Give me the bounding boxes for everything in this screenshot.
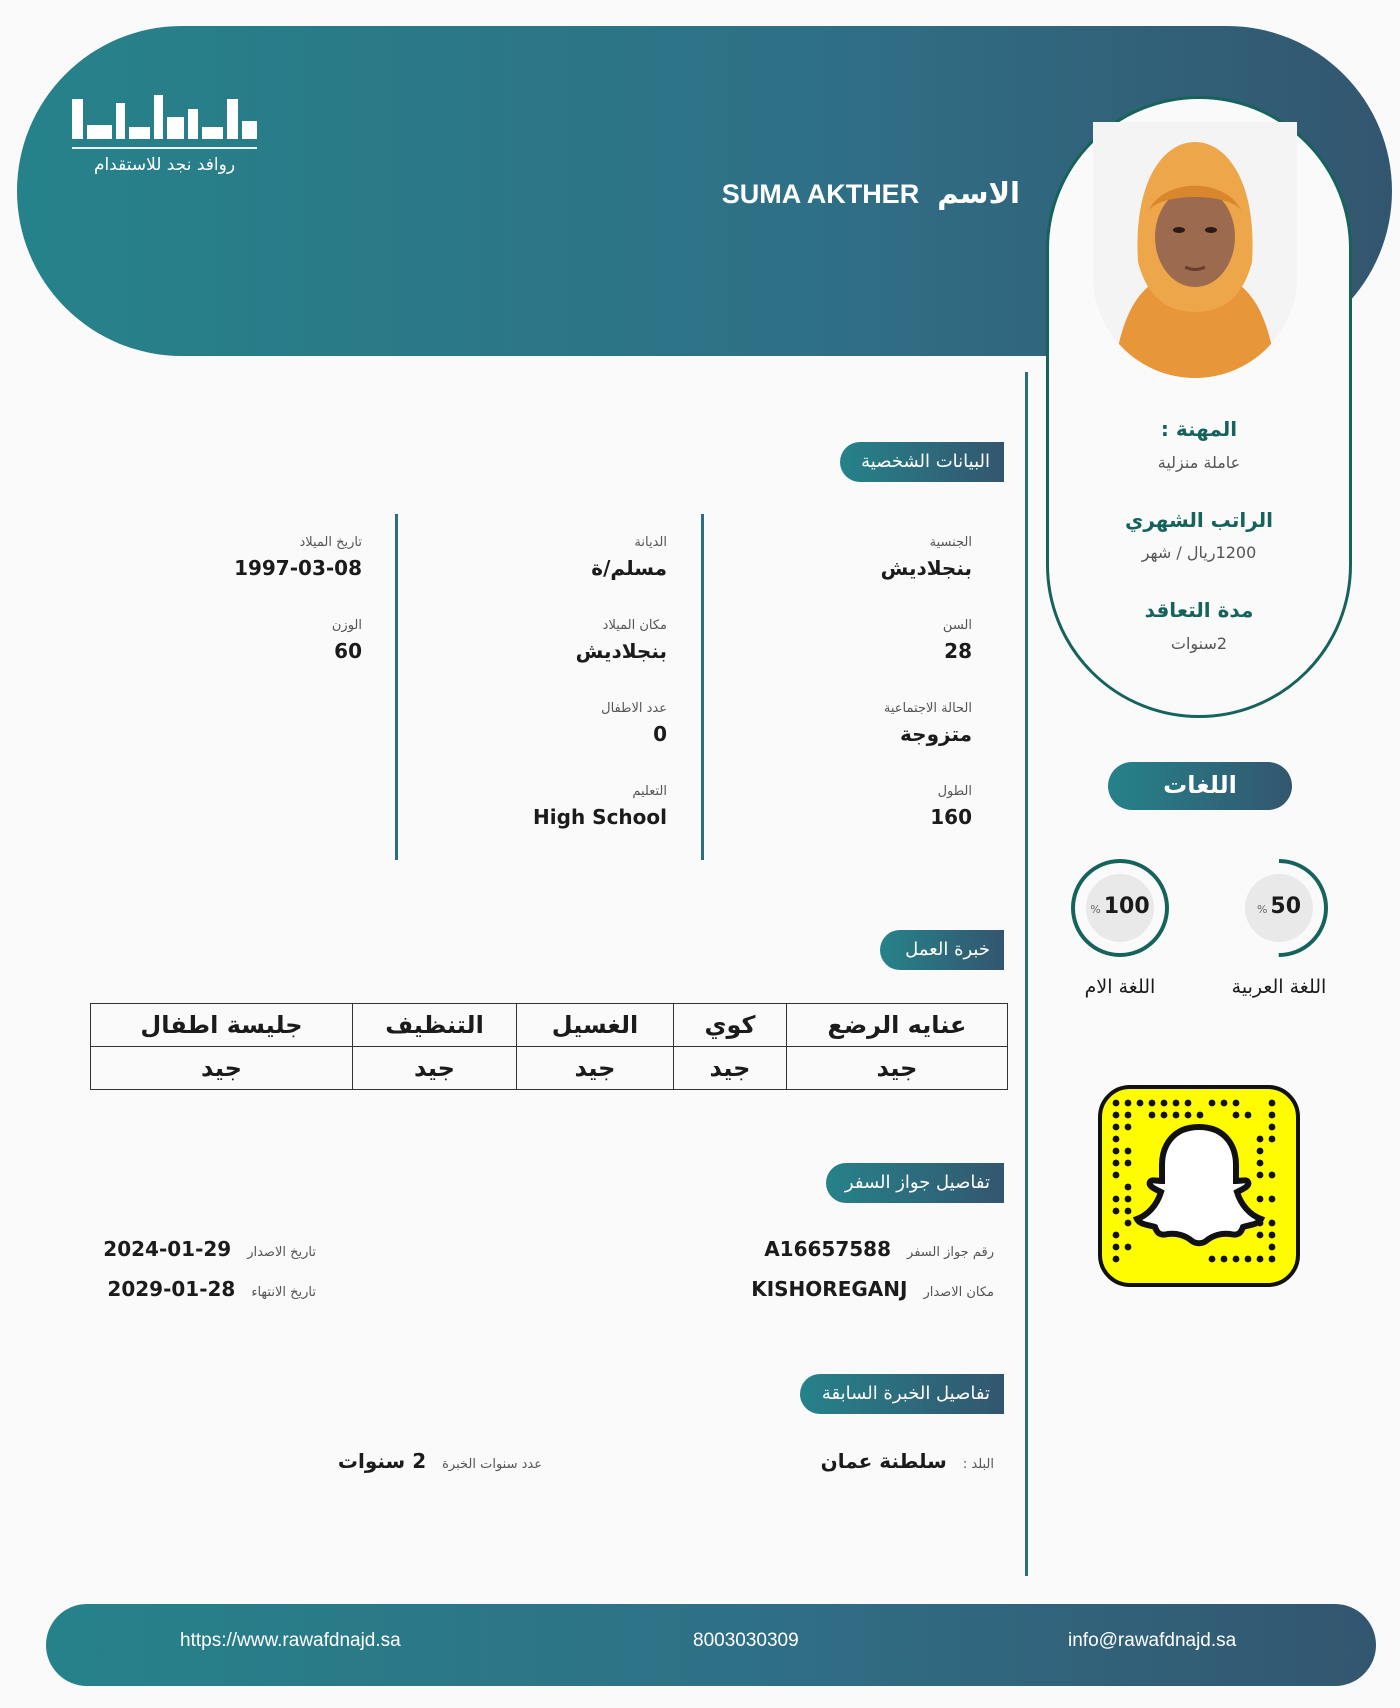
field-weight: الوزن 60 [331,618,362,663]
passport-issue-date: تاريخ الاصدار 2024-01-29 [103,1237,316,1261]
skill-rating: جيد [674,1047,787,1090]
skill-laundry: الغسيل [517,1004,674,1047]
languages-title: اللغات [1108,762,1292,810]
column-divider [395,514,398,860]
passport-expiry-date: تاريخ الانتهاء 2029-01-28 [107,1277,316,1301]
skill-ironing: كوي [674,1004,787,1047]
footer-website-link[interactable]: https://www.rawafdnajd.sa [180,1630,401,1651]
field-education: التعليم High School [533,784,667,829]
arabic-language-label: اللغة العربية [1231,976,1327,998]
company-logo [72,95,257,175]
section-previous-experience: تفاصيل الخبرة السابقة [800,1374,1004,1414]
name-value: SUMA AKTHER [721,179,920,209]
skill-babysitting: جليسة اطفال [91,1004,353,1047]
salary-label: الراتب الشهري [1125,508,1273,532]
skill-rating: جيد [91,1047,353,1090]
skills-value-row [91,1047,1008,1090]
name-row [722,176,1020,210]
footer-phone[interactable]: 8003030309 [693,1630,799,1651]
field-birthplace: مكان الميلاد بنجلاديش [575,618,667,663]
person-photo-icon [1093,122,1297,378]
timeline-line [1025,372,1028,1576]
logo-subtitle: روافد نجد للاستقدام [93,155,236,175]
field-birthdate: تاريخ الميلاد 1997-03-08 [234,535,362,580]
skill-rating: جيد [353,1047,517,1090]
skill-infant-care: عنايه الرضع [787,1004,1008,1047]
section-personal-info: البيانات الشخصية [840,442,1004,482]
skill-cleaning: التنظيف [353,1004,517,1047]
section-work-experience: خبرة العمل [880,930,1004,970]
contract-label: مدة التعاقد [1144,598,1254,622]
passport-number: رقم جواز السفر A16657588 [764,1237,994,1261]
skill-rating: جيد [517,1047,674,1090]
field-marital-status: الحالة الاجتماعية متزوجة [883,701,972,746]
passport-issue-place: مكان الاصدار KISHOREGANJ [751,1277,994,1301]
skill-rating: جيد [787,1047,1008,1090]
name-label: الاسم [937,176,1020,210]
profession-label: المهنة : [1160,417,1238,441]
logo-mark [72,95,257,139]
profession-value: عاملة منزلية [1157,453,1241,472]
footer-email[interactable]: info@rawafdnajd.sa [1068,1630,1237,1651]
section-passport-details: تفاصيل جواز السفر [826,1163,1004,1203]
skills-header-row [91,1004,1008,1047]
contract-value: 2سنوات [1170,634,1228,653]
mother-tongue-label: اللغة الام [1084,976,1156,998]
field-nationality: الجنسية بنجلاديش [880,535,972,580]
previous-years: عدد سنوات الخبرة 2 سنوات [337,1449,542,1473]
field-religion: الديانة مسلم/ة [591,535,667,580]
snapcode-qr-icon[interactable] [1098,1085,1300,1287]
column-divider [701,514,704,860]
previous-country: البلد : سلطنة عمان [820,1449,994,1473]
field-children: عدد الاطفال 0 [601,701,667,746]
skills-table [90,1003,1008,1090]
field-age: السن 28 [942,618,972,663]
salary-value: 1200ريال / شهر [1141,543,1257,562]
arabic-percent: % 50 [1256,894,1302,919]
profile-photo [1093,122,1297,378]
field-height: الطول 160 [930,784,972,829]
mother-tongue-percent: % 100 [1090,894,1150,919]
